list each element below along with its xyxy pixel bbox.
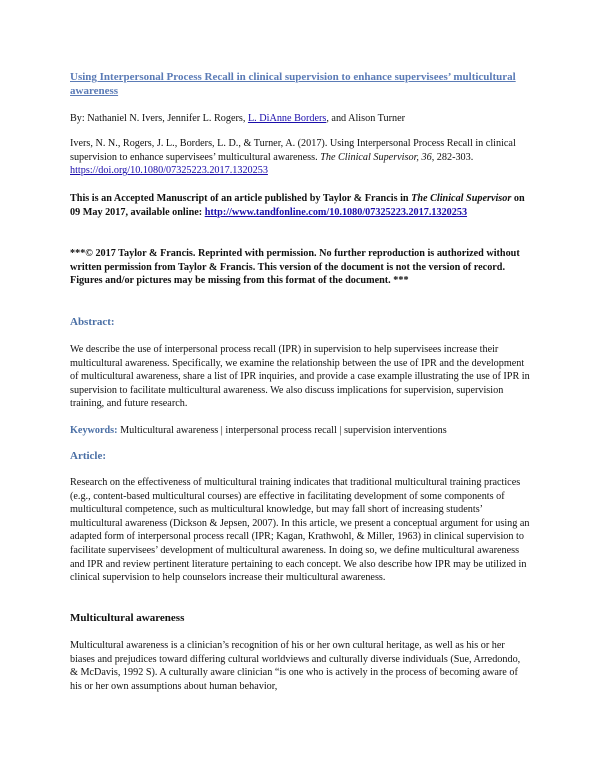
abstract-heading: Abstract: bbox=[70, 316, 115, 328]
section-body: Multicultural awareness is a clinician’s recognition of his or her own cultural heritage, as well as his or her biases and prejudices toward differing cultural worldviews and culturally diverse individuals (Sue, Arredondo, & McDavis, 1992 S). A culturally aware clinician “is one who is actively in the process of becoming aware of his or her own assumptions about human behavior, bbox=[70, 640, 521, 692]
accepted-date: on 09 May 2017, available online: bbox=[70, 193, 525, 218]
document-title[interactable]: Using Interpersonal Process Recall in clinical supervision to enhance supervisees’ multicultural awareness bbox=[70, 71, 516, 97]
citation-journal: The Clinical Supervisor, 36 bbox=[320, 151, 432, 163]
citation-text: Ivers, N. N., Rogers, J. L., Borders, L. D., & Turner, A. (2017). Using Interpersonal Process Recall in clinical supervision to enhance supervisees’ multicultural awareness. bbox=[70, 138, 516, 163]
abstract-body: We describe the use of interpersonal process recall (IPR) in supervision to help supervisees increase their multicultural awareness. Specifically, we examine the relationship between the use of IPR and the development of multicultural awareness, share a list of IPR inquiries, and provide a case example illustrating the use of IPR in supervision to facilitate multicultural awareness. We also discuss implications for supervision, supervision training, and future research. bbox=[70, 344, 530, 410]
article-heading: Article: bbox=[70, 450, 107, 462]
article-body: Research on the effectiveness of multicultural training indicates that traditional multicultural training practices (e.g., content-based multicultural courses) are effective in facilitating development of some components of multicultural competence, such as multicultural knowledge, but may fall short of increasing students’ multicultural awareness (Dickson & Jepsen, 2007). In this article, we present a conceptual argument for using an adapted form of interpersonal process recall (IPR; Kagan, Krathwohl, & Miller, 1963) in clinical supervision to facilitate supervisees’ development of multicultural awareness. In doing so, we define multicultural awareness and IPR and review pertinent literature pertaining to each concept. We also describe how IPR may be utilized in clinical supervision to help counselors increase their multicultural awareness. bbox=[70, 477, 530, 584]
byline-authors: By: Nathaniel N. Ivers, Jennifer L. Rogers, bbox=[70, 113, 248, 124]
byline bbox=[70, 112, 530, 126]
copyright-notice: ***© 2017 Taylor & Francis. Reprinted with permission. No further reproduction is authorized without written permission from Taylor & Francis. This version of the document is not the version of record. Figures and/or pictures may be missing from this format of the document. *** bbox=[70, 248, 520, 287]
accepted-journal: The Clinical Supervisor bbox=[411, 193, 512, 204]
citation-pages: , 282-303. bbox=[431, 151, 474, 163]
author-link[interactable]: L. DiAnne Borders bbox=[247, 113, 327, 124]
keywords bbox=[70, 424, 530, 438]
section-heading: Multicultural awareness bbox=[70, 612, 185, 624]
tandfonline-link[interactable]: http://www.tandfonline.com/10.1080/07325223.2017.1320253 bbox=[204, 206, 468, 218]
doi-link[interactable]: https://doi.org/10.1080/07325223.2017.1320253 bbox=[70, 165, 268, 177]
accepted-text: This is an Accepted Manuscript of an article published by Taylor & Francis in bbox=[70, 193, 412, 204]
keywords-text: Multicultural awareness | interpersonal process recall | supervision interventions bbox=[117, 425, 447, 436]
byline-suffix: , and Alison Turner bbox=[326, 113, 406, 124]
citation bbox=[70, 137, 530, 178]
keywords-label: Keywords: bbox=[70, 425, 118, 436]
accepted-manuscript-note bbox=[70, 192, 530, 219]
